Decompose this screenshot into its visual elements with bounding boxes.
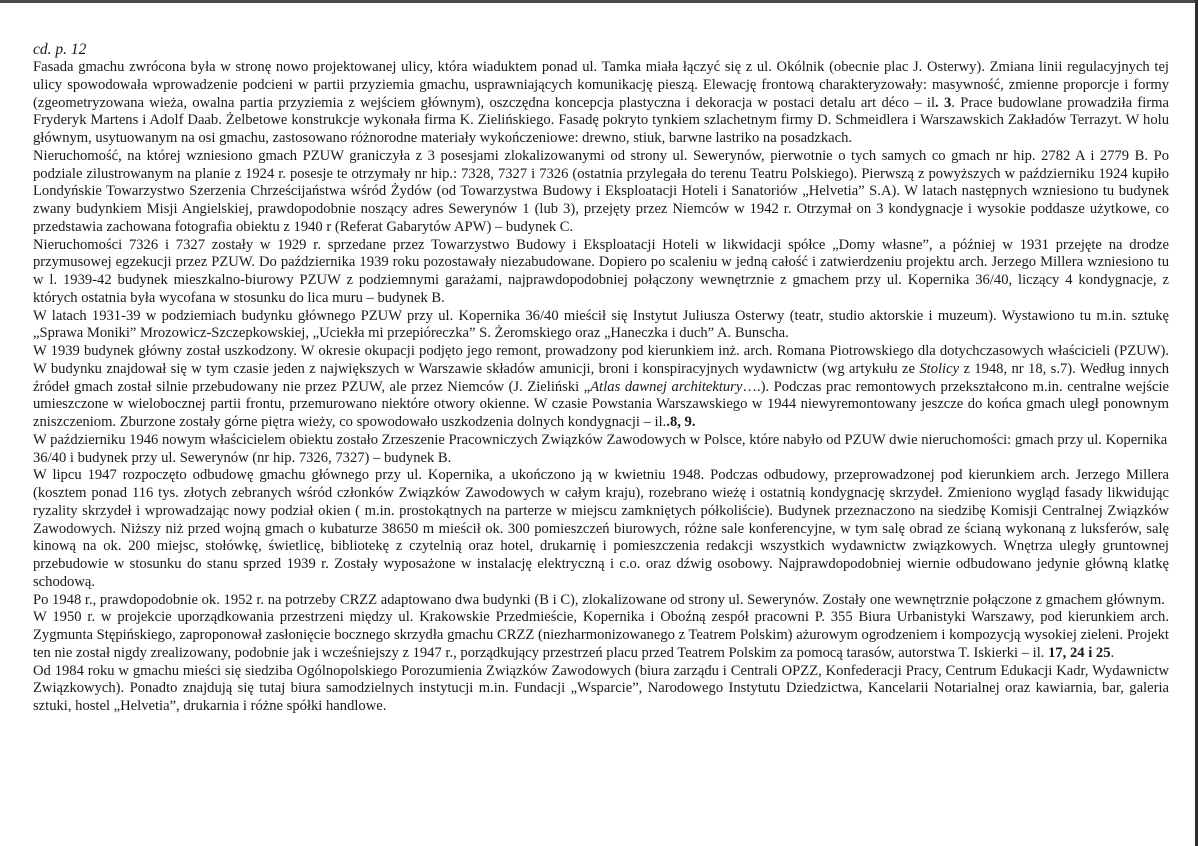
paragraph-property-boundaries bbox=[33, 148, 1169, 237]
text-run: W październiku 1946 nowym właścicielem obiektu zostało Zrzeszenie Pracowniczych Związków Zawodowych w Polsce, które nabyło od PZUW dwie nieruchomości: gmach przy ul. Kopernika 36/40 i budynek przy ul. Sewerynów (nr hip. 7326, 7327) – budynek B. bbox=[33, 431, 1168, 466]
text-run: Nieruchomość, na której wzniesiono gmach PZUW graniczyła z 3 posesjami zlokalizowanymi od strony ul. Sewerynów, pierwotnie o tych samych co gmach nr hip. 2782 A i 2779 B. Po podziale zilustrowanym na planie z 1924 r. posesje te otrzymały nr hip.: 7328, 7327 i 7326 (ostatnia przylegała do terenu Teatru Polskiego). Pierwszą z powyższych w październiku 1924 kupiło Londyńskie Towarzystwo Szerzenia Chrześcijaństwa wśród Żydów (od Towarzystwa Budowy i Eksploatacji Hoteli i Sanatoriów „Helvetia” S.A). W latach następnych wzniesiono tu budynek zwany budynkiem Misji Angielskiej, prawdopodobnie noszący adres Sewerynów 1 (lub 3), przejęty przez Niemców w 1942 r. Otrzymał on 3 kondygnacje i wysokie poddasze użytkowe, co przedstawia zachowana fotografia obiektu z 1940 r (Referat Gabarytów APW) – budynek C. bbox=[33, 147, 1169, 235]
paragraph-1950-project bbox=[33, 609, 1169, 662]
paragraph-osterwa-institute bbox=[33, 308, 1169, 344]
bold-reference: 17, 24 i 25 bbox=[1048, 644, 1111, 661]
paragraph-building-b bbox=[33, 237, 1169, 308]
paragraph-reconstruction bbox=[33, 467, 1169, 591]
text-run: z 1948, nr 18, s.7). Według innych źródeł gmach został silnie przebudowany nie przez PZUW, ale przez Niemców (J. Zieliński „ bbox=[33, 360, 1169, 395]
text-run: ….). Podczas prac remontowych przekształcono m.in. centralne wejście umieszczone w wielobocznej partii frontu, przemurowano niektóre otwory okienne. W czasie Powstania Warszawskiego w 1944 niewyremontowany jeszcze do końca gmach uległ ponownym zniszczeniom. Zburzone zostały górne piętra wieży, co spowodowało uszkodzenia dolnych kondygnacji – il. bbox=[33, 378, 1169, 430]
text-run: . bbox=[1110, 644, 1115, 661]
text-run: Po 1948 r., prawdopodobnie ok. 1952 r. na potrzeby CRZZ adaptowano dwa budynki (B i C), zlokalizowane od strony ul. Sewerynów. Zostały one wewnętrznie połączone z gmachem głównym. bbox=[33, 591, 1165, 608]
paragraph-1946-owner bbox=[33, 432, 1169, 468]
paragraph-war-damage bbox=[33, 343, 1169, 432]
page-continuation-header: cd. p. 12 bbox=[33, 41, 87, 58]
paragraph-crzz-adaptation bbox=[33, 592, 1169, 610]
paragraph-opzz-seat bbox=[33, 663, 1169, 716]
paragraph-facade bbox=[33, 59, 1169, 148]
document-page bbox=[33, 41, 1169, 716]
bold-reference: .8, 9. bbox=[666, 414, 696, 430]
text-run: Od 1984 roku w gmachu mieści się siedziba Ogólnopolskiego Porozumienia Związków Zawodowych (biura zarządu i Centrali OPZZ, Konfederacji Pracy, Centrum Edukacji Kadr, Wydawnictw Związkowych). Ponadto znajdują się tutaj biura samodzielnych instytucji m.in. Fundacji „Wsparcie”, Narodowego Instytutu Dziedzictwa, Kancelarii Notarialnej oraz kawiarnia, bar, galeria sztuki, hostel „Helvetia”, drukarnia i różne spółki handlowe. bbox=[33, 662, 1169, 714]
text-run: Fasada gmachu zwrócona była w stronę nowo projektowanej ulicy, która wiaduktem ponad ul. Tamka miała łączyć się z ul. Okólnik (obecnie plac J. Osterwy). Zmiana linii regulacyjnych tej ulicy spowodowała wprowadzenie podcieni w partii przyziemia gmachu, usprawniających komunikację pieszą. Elewację frontową charakteryzowały: masywność, zmienne proporcje i formy (zgeometryzowana wieża, owalna partia przyziemia z wejściem głównym), oszczędna koncepcja plastyczna i dekoracja w postaci detalu art déco – il bbox=[33, 59, 1169, 111]
italic-title: Atlas dawnej architektury bbox=[590, 378, 743, 395]
italic-title: Stolicy bbox=[919, 360, 960, 377]
text-run: W 1950 r. w projekcie uporządkowania przestrzeni między ul. Krakowskie Przedmieście, Kopernika i Oboźną zespół pracowni P. 355 Biura Urbanistyki Warszawy, pod kierunkiem arch. Zygmunta Stępińskiego, zaproponował zasłonięcie bocznego skrzydła gmachu CRZZ (niezharmonizowanego z Teatrem Polskim) ażurowym ogrodzeniem i kompozycją wysokiej zieleni. Projekt ten nie został nigdy zrealizowany, podobnie jak i wcześniejszy z 1947 r., porządkujący przestrzeń placu przed Teatrem Polskim za pomocą tarasów, autorstwa T. Iskierki – il. bbox=[33, 609, 1169, 661]
bold-reference: . 3 bbox=[935, 94, 952, 111]
text-run: W lipcu 1947 rozpoczęto odbudowę gmachu głównego przy ul. Kopernika, a ukończono ją w kwietniu 1948. Podczas odbudowy, przeprowadzonej pod kierunkiem arch. Jerzego Millera (kosztem ponad 116 tys. złotych zebranych wśród członków Związków Zawodowych w całym kraju), rozebrano wieżę i ostatnią kondygnację skrzydeł. Zmieniono wygląd fasady likwidując ryzality skrzydeł i wprowadzając nowy podział okien ( m.in. prostokątnych na parterze w miejscu zamkniętych półkoliście). Budynek przeznaczono na siedzibę Komisji Centralnej Związków Zawodowych. Niższy niż przed wojną gmach o kubaturze 38650 m mieścił ok. 300 pomieszczeń biurowych, różne sale konferencyjne, w tym salę obrad ze ścianą wykonaną z luksferów, salę kinową na ok. 200 miejsc, stołówkę, świetlicę, bibliotekę z czytelnią oraz hotel, drukarnię i pomieszczenia redakcji wszystkich wydawnictw związkowych. Wnętrza uległy gruntownej przebudowie w stosunku do stanu sprzed 1939 r. Zostały wyposażone w instalację elektryczną i c.o. oraz dźwig osobowy. Najprawdopodobniej wiernie odbudowano jedynie główną klatkę schodową. bbox=[33, 467, 1169, 590]
scan-border-top bbox=[0, 0, 1198, 3]
text-run: W latach 1931-39 w podziemiach budynku głównego PZUW przy ul. Kopernika 36/40 mieścił się Instytut Juliusza Osterwy (teatr, studio aktorskie i muzeum). Wystawiono tu m.in. sztukę „Sprawa Moniki” Mrozowicz-Szczepkowskiej, „Uciekła mi przepióreczka” S. Żeromskiego oraz „Haneczka i duch” A. Bunscha. bbox=[33, 307, 1169, 342]
text-run: W 1939 budynek główny został uszkodzony. W okresie okupacji podjęto jego remont, prowadzony pod kierunkiem inż. arch. Romana Piotrowskiego dla dotychczasowych właścicieli (PZUW). W budynku znajdował się w tym czasie jeden z największych w Warszawie składów amunicji, broni i konspiracyjnych wydawnictw (wg artykułu ze bbox=[33, 343, 1169, 377]
text-run: Nieruchomości 7326 i 7327 zostały w 1929 r. sprzedane przez Towarzystwo Budowy i Eksploatacji Hoteli w likwidacji spółce „Domy własne”, a później w 1931 przejęte na drodze przymusowej egzekucji przez PZUW. Do października 1939 roku pozostawały niezabudowane. Dopiero po scaleniu w jedną całość i zatwierdzeniu projektu arch. Jerzego Millera wzniesiono tu w l. 1939-42 budynek mieszkalno-biurowy PZUW z podziemnymi garażami, najprawdopodobniej połączony wewnętrznie z gmachem przy ul. Kopernika 36/40, liczący 4 kondygnacje, z których ostatnia była wycofana w stosunku do lica muru – budynek B. bbox=[33, 236, 1169, 306]
text-run: . Prace budowlane prowadziła firma Fryderyk Martens i Adolf Daab. Żelbetowe konstrukcje wykonała firma K. Zielińskiego. Fasadę pokryto tynkiem szlachetnym firmy D. Schmeidlera i Warszawskich Zakładów Terrazyt. W holu głównym, usytuowanym na osi gmachu, zastosowano różnorodne materiały wykończeniowe: drewno, stiuk, barwne lastriko na posadzkach. bbox=[33, 94, 1169, 146]
